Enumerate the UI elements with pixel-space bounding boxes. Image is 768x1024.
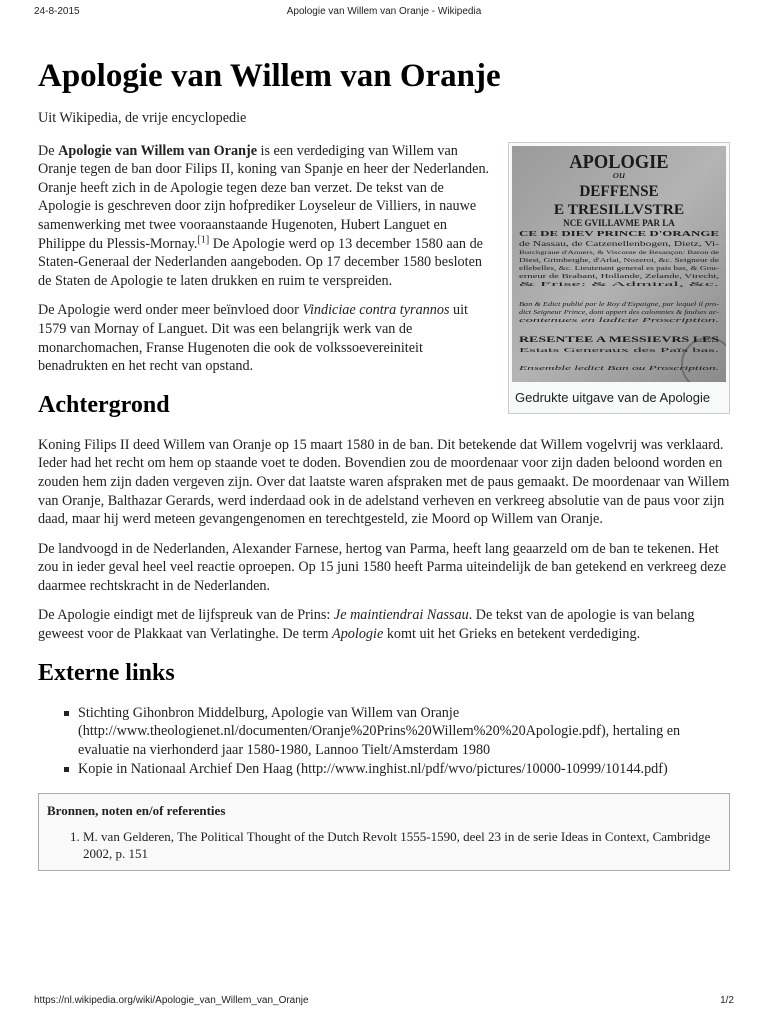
title-page-line: Ban & Edict publié par le Roy d'Espaigne, par lequel il pro-	[519, 301, 719, 308]
references-title: Bronnen, noten en/of referenties	[47, 803, 226, 819]
title-page-line: DEFFENSE	[579, 182, 659, 200]
title-page-line: ou	[612, 169, 626, 181]
achtergrond-paragraph-2: De landvoogd in de Nederlanden, Alexander Farnese, hertog van Parma, heeft lang geaarzeld om de ban te tekenen. Het zou in ieder geval heel veel reactie oproepen. Op 15 juni 1580 heeft Parma uiteindelijk de ban getekend en verkreeg deze daarmee rechtskracht in de Nederlanden.	[38, 540, 727, 594]
reference-link-1[interactable]: [1]	[197, 233, 210, 245]
references-box	[38, 793, 730, 871]
title-page-line: dict Seigneur Prince, dont appert des calomnies & faulses ac-	[519, 309, 668, 316]
article-content	[38, 55, 730, 871]
title-page-line: Diest, Grimberghe, d'Arlai, Nozeroi, &c. Seigneur de	[519, 257, 720, 264]
section-heading-externe-links: Externe links	[38, 659, 175, 686]
title-page-line: Estats Generaux des Païs bas.	[519, 346, 720, 354]
vindiciae-title: Vindiciae contra tyrannos	[302, 302, 450, 319]
intro-paragraph-1: De Apologie van Willem van Oranje is een verdediging van Willem van Oranje tegen de ban door Filips II, koning van Spanje en heer der Nederlanden. Oranje heeft zich in de Apologie tegen deze ban verzet. De tekst van de Apologie is geschreven door zijn hofprediker Loyseleur de Villiers, in nauwe samenwerking met twee vooraanstaande Hugenoten, Hubert Languet en Philippe du Plessis-Mornay.[1] De Apologie werd op 13 december 1580 aan de Staten-Generaal der Nederlanden aangeboden. Op 17 december 1580 besloten de Staten de Apologie te laten drukken en ruim te verspreiden.	[38, 142, 490, 289]
print-date: 24-8-2015	[34, 6, 80, 17]
reference-item: 1. M. van Gelderen, The Political Thought of the Dutch Revolt 1555-1590, deel 23 in de serie Ideas in Context, Cambridge 2002, p. 151	[83, 828, 719, 862]
external-link-item[interactable]: Kopie in Nationaal Archief Den Haag (http://www.inghist.nl/pdf/wvo/pictures/10000-10999/10144.pdf)	[64, 760, 730, 779]
apologie-title-page-image[interactable]	[512, 146, 726, 382]
external-links-list	[38, 704, 730, 779]
intro-paragraph-2: De Apologie werd onder meer beïnvloed door Vindiciae contra tyrannos uit 1579 van Mornay of Languet. Dit was een belangrijk werk van de monarchomachen, Franse Hugenoten die ook de volkssoevereiniteit benadrukten en het recht van opstand.	[38, 302, 468, 375]
title-page-line: APOLOGIE	[569, 150, 669, 173]
bullet-icon	[64, 767, 69, 772]
print-page-title: Apologie van Willem van Oranje - Wikipedia	[286, 6, 482, 17]
achtergrond-paragraph-1: Koning Filips II deed Willem van Oranje op 15 maart 1580 in de ban. Dit betekende dat Willem vogelvrij was verklaard. Ieder had het recht om hem op staande voet te doden. Bovendien zou de moordenaar voor zijn daden beloond worden en zouden hem zijn daden vergeven zijn. Over dat laatste waren afspraken met de paus gemaakt. De moordenaar van Willem van Oranje, Balthazar Gerards, werd inderdaad ook in de adelstand verheven en verkreeg absolutie van de paus voor zijn daad, maar hij werd meteen gevangengenomen en terechtgesteld, zie Moord op Willem van Oranje.	[38, 436, 730, 528]
bullet-icon	[64, 711, 69, 716]
title-page-line: erneur de Brabant, Hollande, Zelande, Vtrecht,	[519, 273, 720, 280]
title-page-line: CE DE DIEV PRINCE D'ORANGE	[519, 229, 720, 238]
article-subject-bold: Apologie van Willem van Oranje	[58, 142, 257, 159]
infobox-figure	[508, 142, 730, 415]
achtergrond-paragraph-3: De Apologie eindigt met de lijfspreuk van de Prins: Je maintiendrai Nassau. De tekst van de apologie is van belang geweest voor de Plakkaat van Verlatinghe. De term Apologie komt uit het Grieks en betekent verdediging.	[38, 607, 695, 643]
references-list	[47, 828, 719, 862]
figure-caption: Gedrukte uitgave van de Apologie	[515, 389, 711, 405]
title-page-scan	[512, 146, 726, 382]
title-page-line: E TRESILLVSTRE	[553, 201, 685, 218]
term-apologie: Apologie	[332, 626, 384, 643]
title-page-line: NCE GVILLAVME PAR LA	[563, 217, 676, 228]
title-page-line: Ensemble ledict Ban ou Proscription.	[516, 365, 719, 372]
title-page-line: de Nassau, de Catzenellenbogen, Dietz, Vi-	[519, 239, 721, 248]
title-page-line: contenues en ladicte Proscription.	[519, 317, 719, 324]
title-page-line: Burchgraue d'Anuers, & Visconte de Besançon: Baron de	[519, 249, 720, 256]
page-title: Apologie van Willem van Oranje	[38, 58, 501, 94]
print-page-number: 1/2	[720, 995, 734, 1006]
external-link-item[interactable]: Stichting Gihonbron Middelburg, Apologie van Willem van Oranje (http://www.theologienet.nl/documenten/Oranje%20Prins%20Willem%20%20Apologie.pdf), hertaling en evaluatie na vierhonderd jaar 1580-1980, Lannoo Tielt/Amsterdam 1980	[64, 704, 730, 760]
motto: Je maintiendrai Nassau	[333, 607, 469, 624]
site-tagline: Uit Wikipedia, de vrije encyclopedie	[38, 110, 247, 126]
title-page-line: ellebelles, &c. Lieutenant general es pais bas, & Gou-	[519, 265, 719, 272]
section-heading-achtergrond: Achtergrond	[38, 391, 170, 418]
title-page-line: RESENTEE A MESSIEVRS LES	[519, 334, 720, 344]
title-page-line: & Frise: & Admiral, &c.	[519, 281, 721, 288]
print-url: https://nl.wikipedia.org/wiki/Apologie_van_Willem_van_Oranje	[34, 995, 309, 1006]
